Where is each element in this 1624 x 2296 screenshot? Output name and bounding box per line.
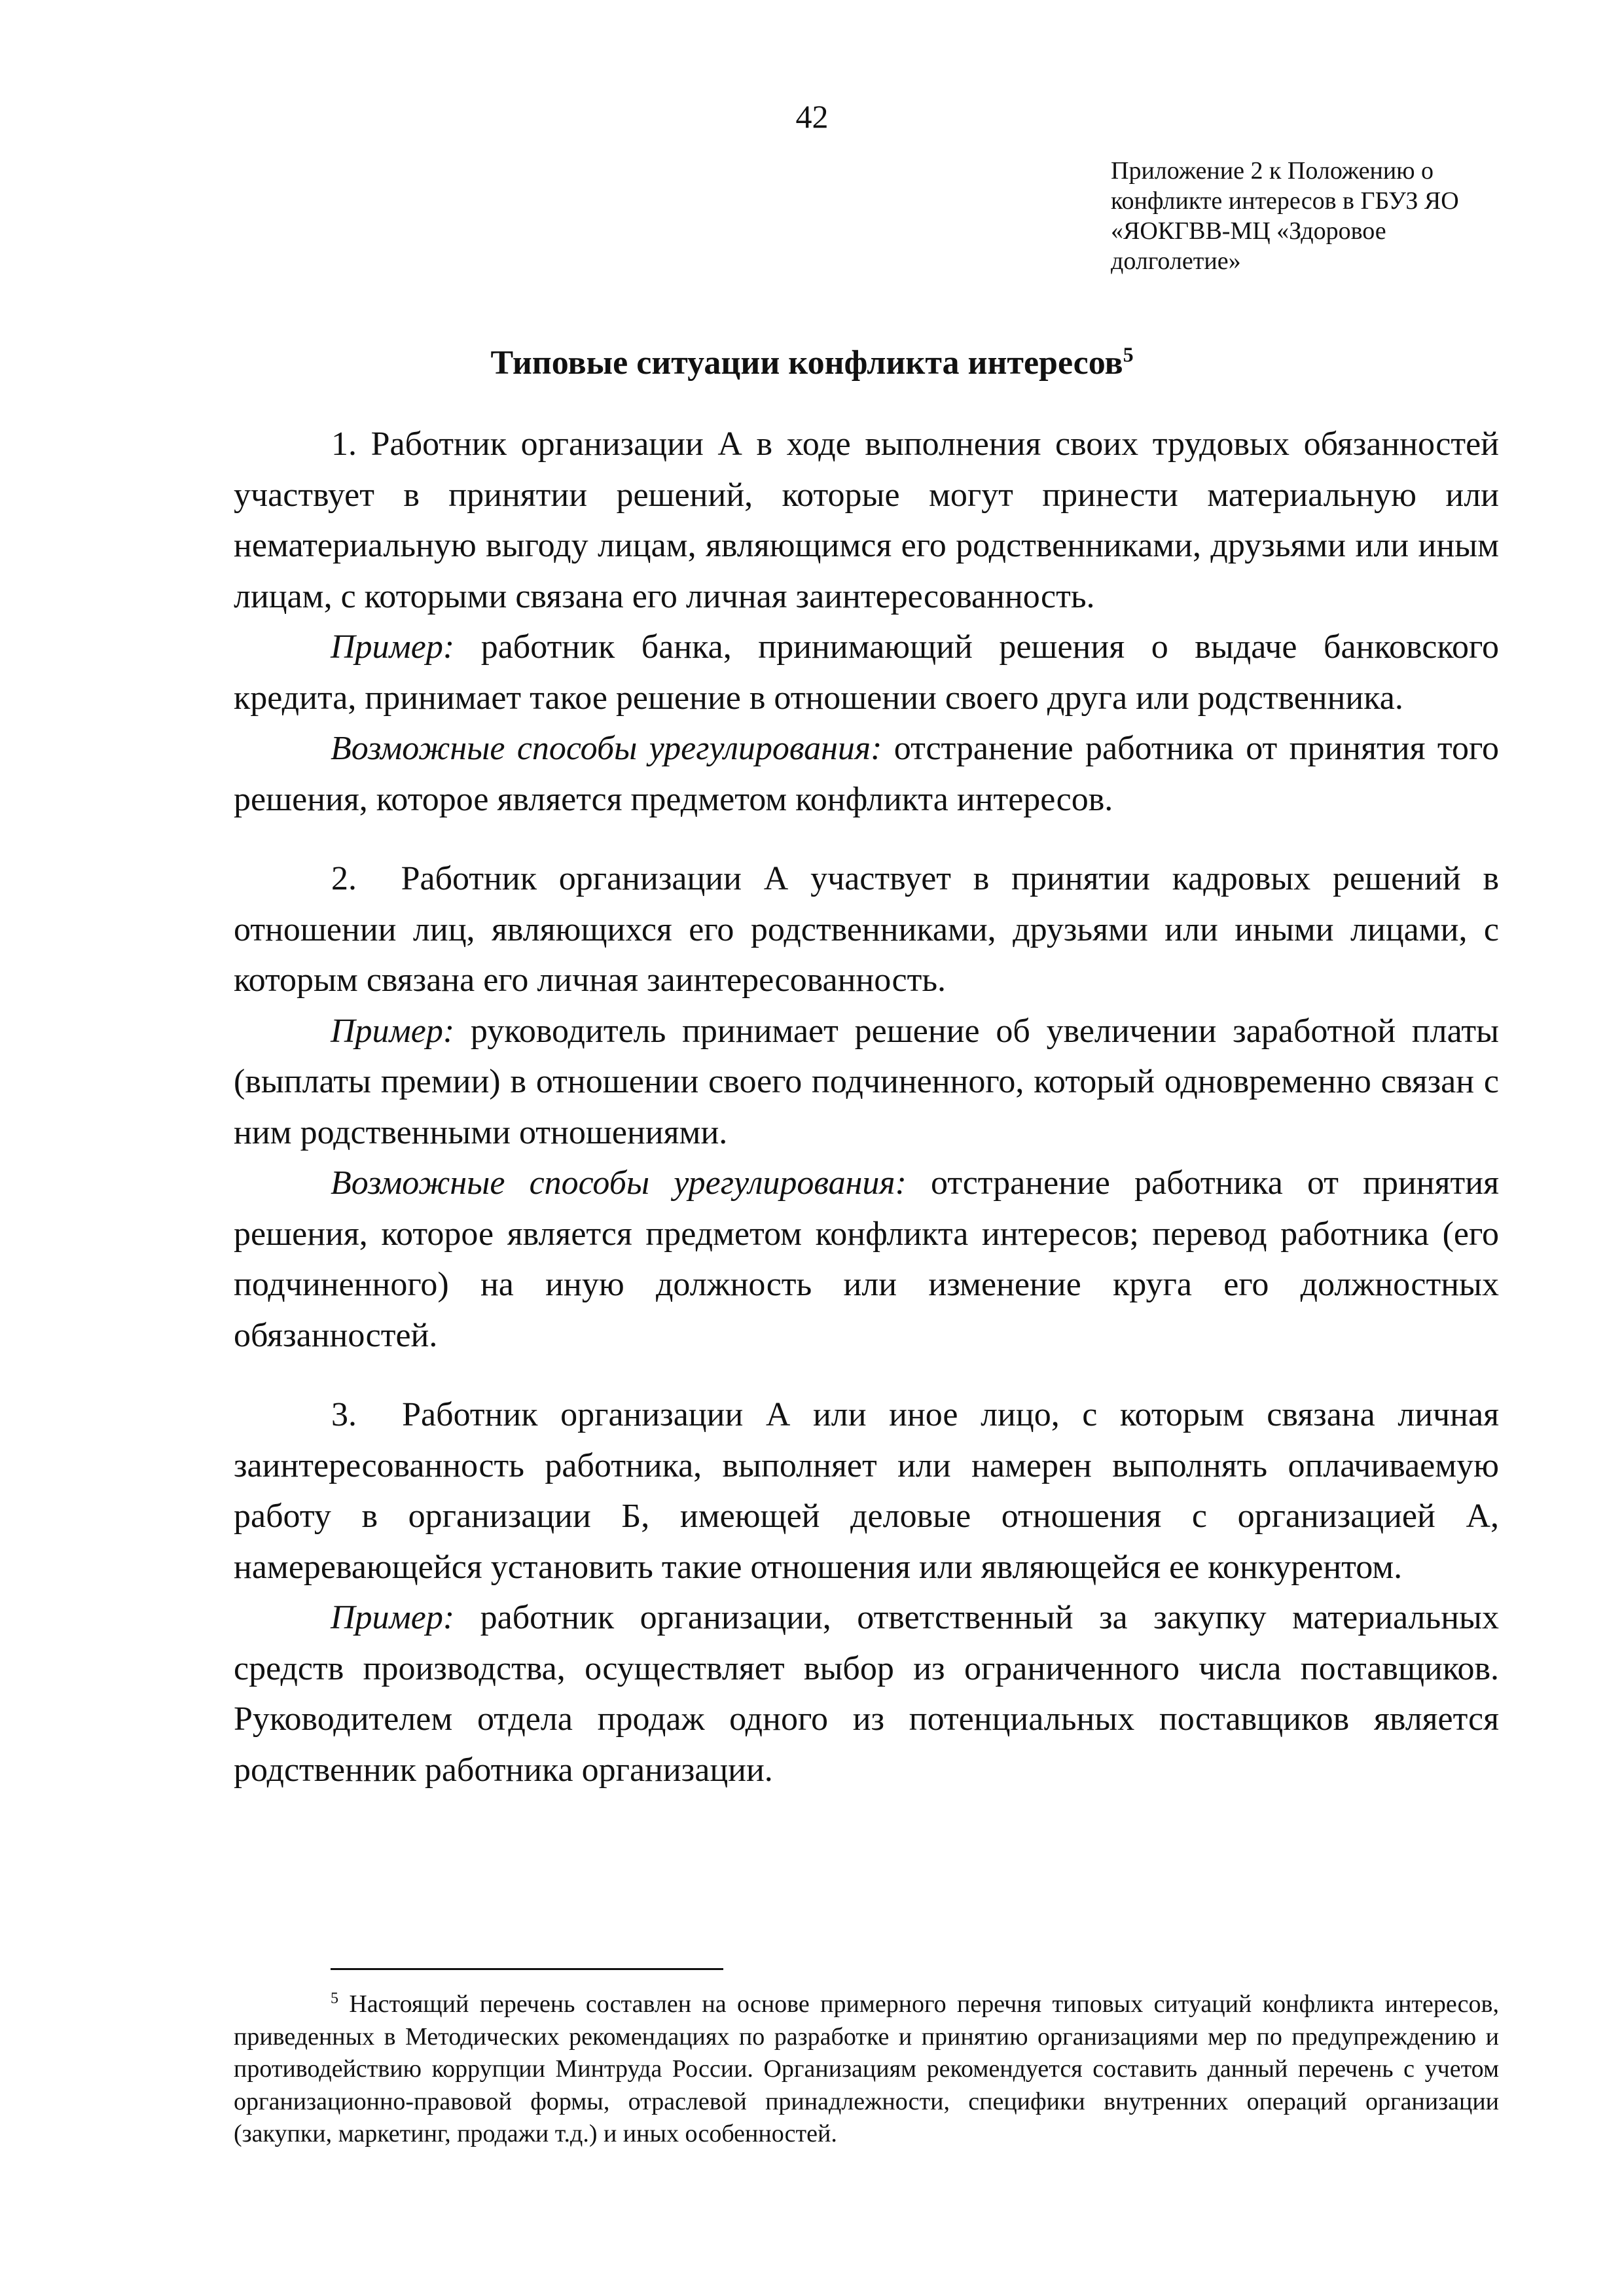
section-1-resolution xyxy=(234,723,1499,825)
example-label: Пример: xyxy=(331,628,455,666)
document-body xyxy=(234,419,1499,1795)
footnote-reference: 5 xyxy=(1123,342,1134,367)
section-2-example xyxy=(234,1006,1499,1158)
title-text: Типовые ситуации конфликта интересов xyxy=(490,344,1123,382)
section-number: 2. xyxy=(331,860,357,897)
page-number: 42 xyxy=(795,98,829,135)
section-2-statement xyxy=(234,853,1499,1006)
resolution-text: отстранение работника от принятия того решения, которое является предметом конфликта интересов. xyxy=(234,730,1499,818)
example-text: работник банка, принимающий решения о выдаче банковского кредита, принимает такое решение в отношении своего друга или родственника. xyxy=(234,628,1499,717)
footnote-text: Настоящий перечень составлен на основе примерного перечня типовых ситуаций конфликта интересов, приведенных в Методических рекомендациях по разработке и принятию организациями мер по предупреждению и противодействию коррупции Минтруда России. Организациям рекомендуется составить данный перечень с учетом организационно-правовой формы, отраслевой принадлежности, специфики внутренних операций организации (закупки, маркетинг, продажи т.д.) и иных особенностей. xyxy=(234,1990,1499,2147)
section-1-example xyxy=(234,622,1499,723)
footnote-marker: 5 xyxy=(331,1990,338,2007)
footnote xyxy=(234,1988,1499,2151)
appendix-line: «ЯОКГВВ-МЦ «Здоровое xyxy=(1111,217,1386,245)
footnote-separator xyxy=(331,1968,723,1970)
section-number: 3. xyxy=(331,1396,357,1433)
appendix-line: конфликте интересов в ГБУЗ ЯО xyxy=(1111,187,1459,215)
resolution-label: Возможные способы урегулирования: xyxy=(331,730,882,767)
section-text: Работник организации А в ходе выполнения своих трудовых обязанностей участвует в принятии решений, которые могут принести материальную или нематериальную выгоду лицам, являющимся его родственниками, друзьями или иным лицам, с которыми связана его личная заинтересованность. xyxy=(234,425,1500,615)
section-number: 1. xyxy=(331,425,357,463)
appendix-line: долголетие» xyxy=(1111,247,1241,275)
appendix-line: Приложение 2 к Положению о xyxy=(1111,157,1434,185)
resolution-text: отстранение работника от принятия решения, которое является предметом конфликта интересов; перевод работника (его подчиненного) на иную должность или изменение круга его должностных обязанностей. xyxy=(234,1164,1500,1354)
section-3-statement xyxy=(234,1390,1499,1592)
section-1-statement xyxy=(234,419,1499,622)
example-label: Пример: xyxy=(331,1012,455,1050)
appendix-note xyxy=(1111,156,1582,276)
example-text: работник организации, ответственный за закупку материальных средств производства, осуществляет выбор из ограниченного числа поставщиков. Руководителем отдела продаж одного из потенциальных поставщиков является родственник работника организации. xyxy=(234,1599,1499,1789)
section-3-example xyxy=(234,1592,1499,1795)
resolution-label: Возможные способы урегулирования: xyxy=(331,1164,907,1202)
section-text: Работник организации А или иное лицо, с которым связана личная заинтересованность работника, выполняет или намерен выполнять оплачиваемую работу в организации Б, имеющей деловые отношения с организацией А, намеревающейся установить такие отношения или являющейся ее конкурентом. xyxy=(234,1396,1500,1586)
example-label: Пример: xyxy=(331,1599,455,1636)
document-title xyxy=(0,340,1624,386)
section-text: Работник организации А участвует в принятии кадровых решений в отношении лиц, являющихся его родственниками, друзьями или иными лицами, с которым связана его личная заинтересованность. xyxy=(234,860,1500,999)
section-2-resolution xyxy=(234,1158,1499,1361)
example-text: руководитель принимает решение об увеличении заработной платы (выплаты премии) в отношении своего подчиненного, который одновременно связан с ним родственными отношениями. xyxy=(234,1012,1499,1151)
